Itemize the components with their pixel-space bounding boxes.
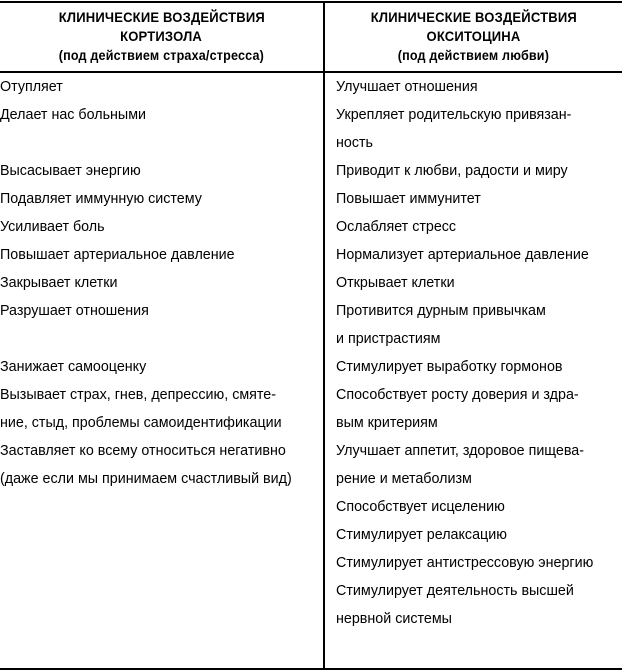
table-row: Занижает самооценку	[0, 359, 147, 375]
table-row: Усиливает боль	[0, 219, 105, 235]
table-row: Повышает иммунитет	[336, 191, 481, 207]
table-row: Приводит к любви, радости и миру	[336, 163, 568, 179]
table-row: Подавляет иммунную систему	[0, 191, 202, 207]
table-row: и пристрастиям	[336, 331, 441, 347]
column-header-cortisol-line1: КЛИНИЧЕСКИЕ ВОЗДЕЙСТВИЯ	[58, 9, 265, 25]
column-body-oxytocin	[336, 73, 622, 633]
table-row: Улучшает отношения	[336, 79, 478, 95]
table-row: Открывает клетки	[336, 275, 455, 291]
table-row: нервной системы	[336, 611, 452, 627]
table-row: рение и метаболизм	[336, 471, 472, 487]
table-row-spacer	[0, 129, 321, 157]
table-row: Высасывает энергию	[0, 163, 141, 179]
table-row: Противится дурным привычкам	[336, 303, 546, 319]
table-row: ние, стыд, проблемы самоидентификации	[0, 415, 282, 431]
table-bottom-border	[0, 668, 622, 670]
table-row: Вызывает страх, гнев, депрессию, смяте-	[0, 387, 277, 403]
table-row: Стимулирует релаксацию	[336, 527, 507, 543]
column-header-oxytocin-line1: КЛИНИЧЕСКИЕ ВОЗДЕЙСТВИЯ	[370, 9, 577, 25]
column-header-cortisol	[0, 3, 323, 71]
table-row: Делает нас больными	[0, 107, 147, 123]
table-row: Улучшает аппетит, здоровое пищева-	[336, 443, 585, 459]
table-row: Стимулирует выработку гормонов	[336, 359, 563, 375]
column-header-oxytocin-line2: ОКСИТОЦИНА	[426, 28, 521, 44]
table-column-divider	[323, 1, 325, 670]
column-header-oxytocin-line3: (под действием любви)	[397, 48, 550, 63]
column-header-cortisol-line2: КОРТИЗОЛА	[120, 28, 203, 44]
table-row: ность	[336, 135, 373, 151]
table-row: Стимулирует деятельность высшей	[336, 583, 574, 599]
column-body-cortisol	[0, 73, 321, 493]
table-row: (даже если мы принимаем счастливый вид)	[0, 471, 292, 487]
table-row-spacer	[0, 325, 321, 353]
column-header-cortisol-line3: (под действием страха/стресса)	[58, 48, 265, 63]
table-row: Способствует росту доверия и здра-	[336, 387, 579, 403]
column-header-oxytocin	[325, 3, 622, 71]
table-row: Закрывает клетки	[0, 275, 118, 291]
table-row: Способствует исцелению	[336, 499, 505, 515]
table-row: Отупляет	[0, 79, 63, 95]
table-row: Стимулирует антистрессовую энергию	[336, 555, 594, 571]
table-row: Заставляет ко всему относиться негативно	[0, 443, 286, 459]
table-row: Ослабляет стресс	[336, 219, 457, 235]
table-row: Разрушает отношения	[0, 303, 149, 319]
table-row: вым критериям	[336, 415, 438, 431]
table-row: Повышает артериальное давление	[0, 247, 235, 263]
table-row: Нормализует артериальное давление	[336, 247, 589, 263]
table-row: Укрепляет родительскую привязан-	[336, 107, 572, 123]
